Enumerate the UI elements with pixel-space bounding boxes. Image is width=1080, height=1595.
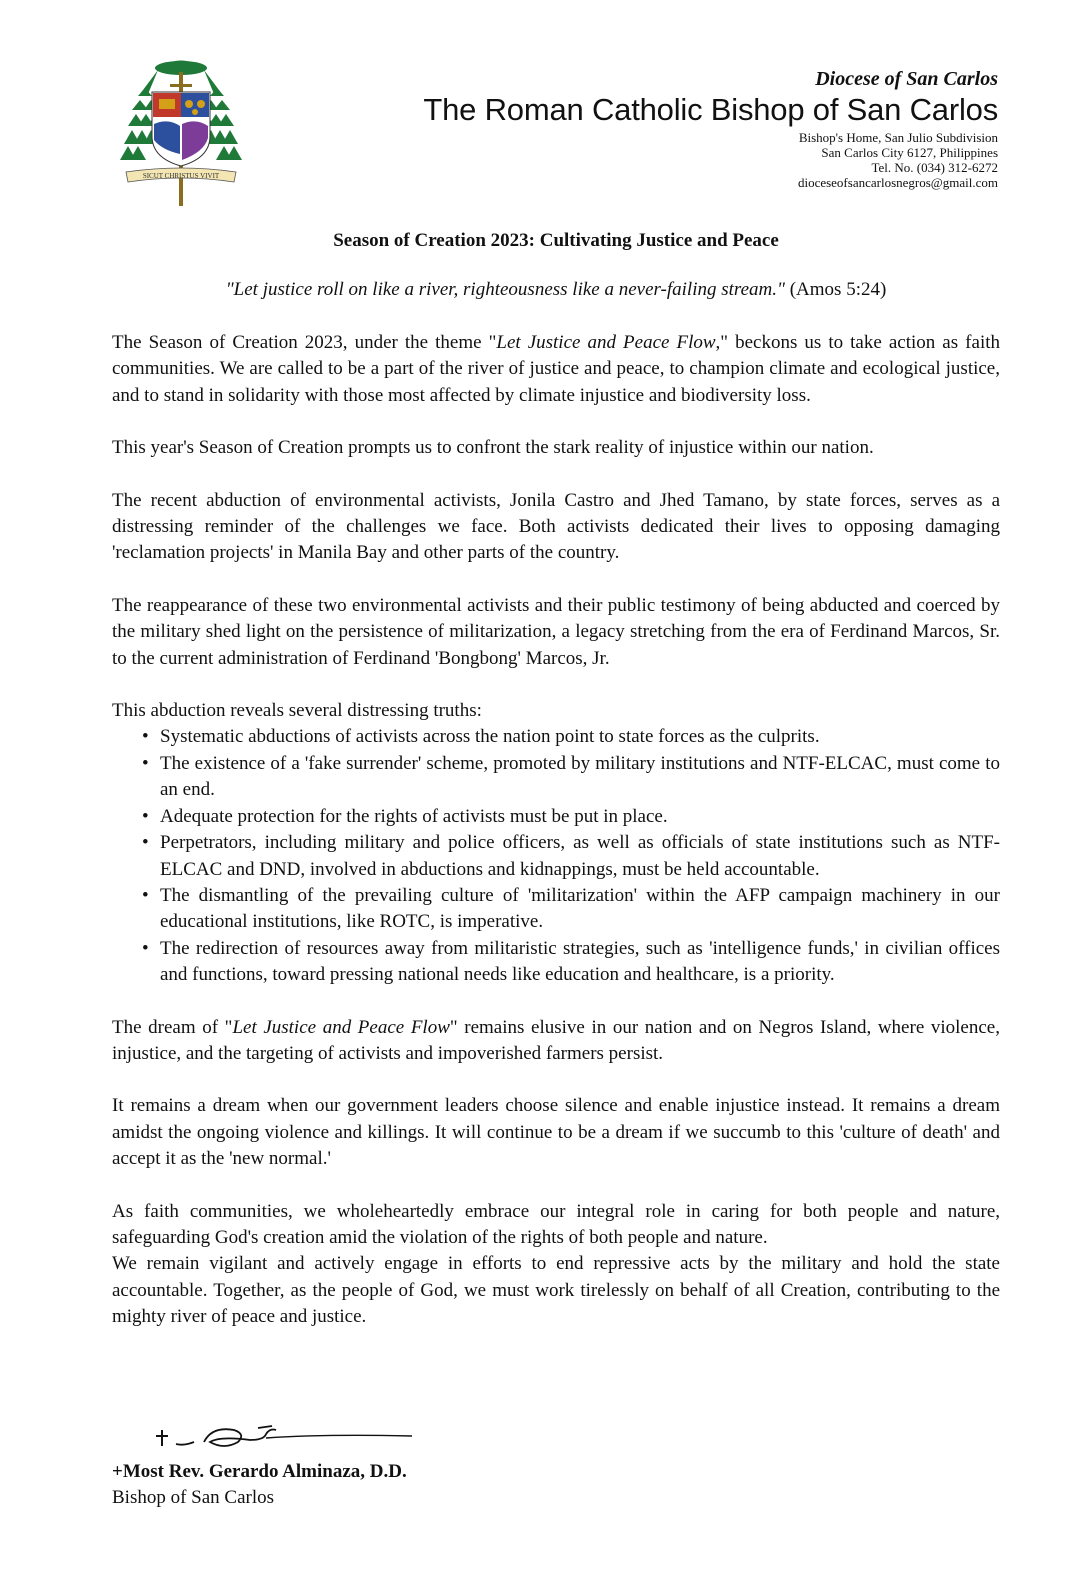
paragraph-silence: It remains a dream when our government leaders choose silence and enable injustice instead. It remains a dream amidst the ongoing violence and killings. It will continue to be a dream if we succumb to this 'culture of death' and accept it as the 'new normal.'	[112, 1095, 1000, 1170]
epigraph-reference: (Amos 5:24)	[789, 279, 887, 300]
letter-body	[112, 229, 1000, 1357]
list-item: • The existence of a 'fake surrender' scheme, promoted by military institutions and NTF-ELCAC, must come to an end.	[112, 751, 1000, 804]
truths-intro: This abduction reveals several distressing truths:	[112, 700, 482, 722]
paragraph-reality: This year's Season of Creation prompts us to confront the stark reality of injustice within our nation.	[112, 437, 874, 459]
paragraph-dream-b: " remains elusive in our nation and on Negros Island, where violence, injustice, and the targeting of activists and impoverished farmers persist.	[112, 1016, 1000, 1064]
theme-name: Let Justice and Peace Flow	[496, 332, 716, 353]
paragraph-dream-a: The dream of "	[112, 1016, 233, 1038]
list-item: • The dismantling of the prevailing culture of 'militarization' within the AFP campaign machinery in our educational institutions, like ROTC, is imperative.	[112, 883, 1000, 936]
list-item: • Adequate protection for the rights of activists must be put in place.	[112, 804, 1000, 830]
paragraph-theme-a: The Season of Creation 2023, under the theme "	[112, 332, 497, 353]
paragraph-reappearance: The reappearance of these two environmental activists and their public testimony of being abducted and coerced by the military shed light on the persistence of militarization, a legacy stretching from the era of Ferdinand Marcos, Sr. to the current administration of Ferdinand 'Bongbong' Marcos, Jr.	[112, 594, 1000, 669]
paragraph-abduction: The recent abduction of environmental activists, Jonila Castro and Jhed Tamano, by state forces, serves as a distressing reminder of the challenges we face. Both activists dedicated their lives to opposing damaging 'reclamation projects' in Manila Bay and other parts of the country.	[112, 489, 1000, 564]
truths-list	[112, 724, 1000, 988]
paragraph-dream	[112, 1015, 1000, 1068]
email-address: dioceseofsancarlosnegros@gmail.com	[797, 175, 998, 190]
handwritten-signature	[154, 1416, 454, 1456]
coat-of-arms-logo	[118, 54, 244, 210]
address-line-1: Bishop's Home, San Julio Subdivision	[798, 130, 998, 145]
epigraph	[112, 278, 1000, 302]
diocese-name: Diocese of San Carlos	[815, 68, 998, 90]
paragraph-theme-b: ," beckons us to take action as faith communities. We are called to be a part of the river of justice and peace, to champion climate and ecological justice, and to stand in solidarity with those most affected by climate injustice and biodiversity loss.	[112, 332, 1000, 406]
document-title: Season of Creation 2023: Cultivating Justice and Peace	[333, 230, 779, 251]
list-item: • The redirection of resources away from militaristic strategies, such as 'intelligence funds,' in civilian offices and functions, toward pressing national needs like education and healthcare, is a priority.	[112, 936, 1000, 989]
epigraph-quote: "Let justice roll on like a river, righteousness like a never-failing stream."	[225, 279, 785, 300]
paragraph-vigilant: We remain vigilant and actively engage in efforts to end repressive acts by the military and hold the state accountable. Together, as the people of God, we must work tirelessly on behalf of all Creation, contributing to the mighty river of peace and justice.	[112, 1253, 1000, 1328]
letterhead-title: The Roman Catholic Bishop of San Carlos	[423, 92, 998, 127]
theme-name-2: Let Justice and Peace Flow	[232, 1016, 450, 1038]
paragraph-theme	[112, 330, 1000, 409]
list-item: • Systematic abductions of activists across the nation point to state forces as the culprits.	[112, 724, 1000, 750]
phone-number: Tel. No. (034) 312-6272	[871, 160, 998, 175]
address-line-2: San Carlos City 6127, Philippines	[821, 145, 998, 160]
list-item: • Perpetrators, including military and police officers, as well as officials of state institutions such as NTF-ELCAC and DND, involved in abductions and kidnappings, must be held accountable.	[112, 830, 1000, 883]
signatory-name: +Most Rev. Gerardo Alminaza, D.D.	[112, 1461, 407, 1482]
crest-motto: SICUT CHRISTUS VIVIT	[142, 172, 220, 180]
letterhead	[423, 66, 998, 190]
signatory-title: Bishop of San Carlos	[112, 1487, 275, 1508]
signature-block	[112, 1416, 512, 1510]
paragraph-faith: As faith communities, we wholeheartedly embrace our integral role in caring for both people and nature, safeguarding God's creation amid the violation of the rights of both people and nature.	[112, 1200, 1000, 1248]
